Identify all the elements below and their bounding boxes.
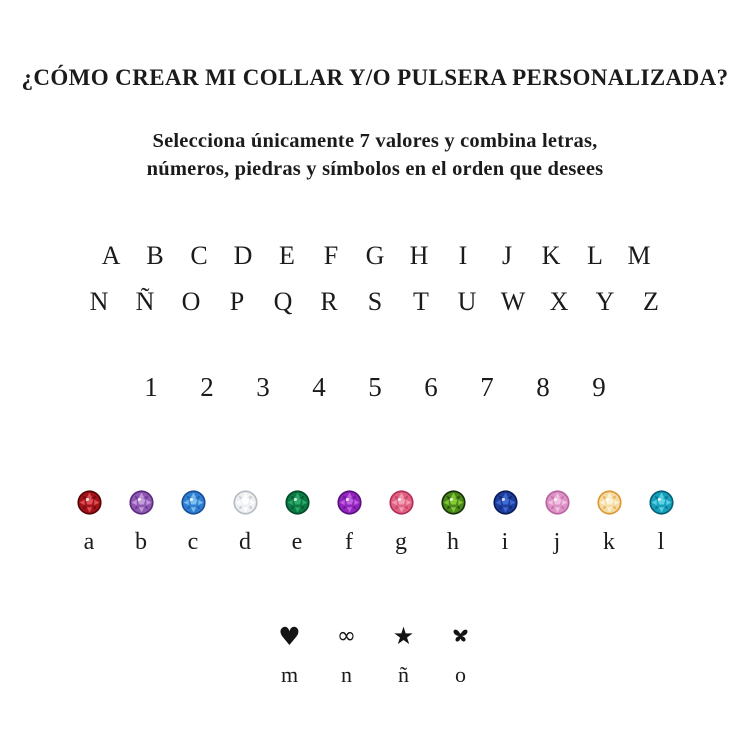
stone-label-k: k [603, 528, 615, 555]
symbol-label-o: o [455, 662, 466, 687]
stone-label-g: g [395, 528, 407, 555]
numbers-row [123, 370, 627, 404]
emerald-green-stone-icon [271, 489, 323, 515]
stone-label-b: b [135, 528, 147, 555]
letter-u: U [457, 286, 477, 316]
garnet-red-stone-icon [63, 489, 115, 515]
letter-r: R [320, 286, 338, 316]
stone-label-d: d [239, 528, 251, 555]
letter-i: I [458, 240, 468, 270]
stone-label-j: j [553, 528, 561, 555]
purple-amethyst-stone-icon [323, 489, 375, 515]
letter-y: Y [595, 286, 615, 316]
page-title: ¿CÓMO CREAR MI COLLAR Y/O PULSERA PERSONALIZADA? [21, 65, 729, 90]
symbol-labels-row [261, 661, 489, 689]
symbol-label-ñ: ñ [398, 662, 409, 687]
letter-w: W [500, 286, 526, 316]
letter-o: O [181, 286, 201, 316]
stones-row [63, 489, 687, 515]
letter-f: F [323, 240, 339, 270]
stone-label-e: e [291, 528, 303, 555]
stone-label-f: f [345, 528, 353, 555]
letter-a: A [101, 240, 121, 270]
letters-row-1 [89, 239, 661, 272]
letter-g: G [365, 240, 385, 270]
rose-pink-stone-icon [375, 489, 427, 515]
number-7: 7 [480, 371, 494, 402]
letter-d: D [233, 240, 253, 270]
number-3: 3 [256, 371, 270, 402]
sapphire-blue-stone-icon [479, 489, 531, 515]
butterfly-symbol-icon [432, 623, 489, 649]
clear-diamond-stone-icon [219, 489, 271, 515]
letter-z: Z [643, 286, 659, 316]
letter-c: C [190, 240, 208, 270]
heart-symbol-icon: ♥ [278, 621, 301, 651]
number-8: 8 [536, 371, 550, 402]
letter-k: K [541, 240, 561, 270]
champagne-citrine-stone-icon [583, 489, 635, 515]
letter-n: N [89, 286, 109, 316]
letter-e: E [279, 240, 295, 270]
stone-label-h: h [447, 528, 459, 555]
letter-ñ: Ñ [135, 286, 155, 316]
number-9: 9 [592, 371, 606, 402]
number-1: 1 [144, 371, 158, 402]
stone-label-c: c [187, 528, 199, 555]
letter-q: Q [273, 286, 293, 316]
subtitle-line-1: Selecciona únicamente 7 valores y combina letras, [152, 130, 598, 152]
blue-topaz-stone-icon [167, 489, 219, 515]
letter-p: P [229, 286, 245, 316]
letter-h: H [409, 240, 429, 270]
subtitle [147, 127, 604, 183]
number-2: 2 [200, 371, 214, 402]
letters-row-2 [76, 285, 674, 318]
pink-tourmaline-stone-icon [531, 489, 583, 515]
number-5: 5 [368, 371, 382, 402]
subtitle-line-2: números, piedras y símbolos en el orden que desees [146, 158, 604, 180]
letter-t: T [413, 286, 429, 316]
letter-j: J [501, 240, 513, 270]
number-4: 4 [312, 371, 326, 402]
letter-b: B [146, 240, 164, 270]
symbol-label-m: m [280, 662, 299, 687]
stone-label-l: l [657, 528, 665, 555]
letter-x: X [549, 286, 569, 316]
number-6: 6 [424, 371, 438, 402]
stone-label-i: i [501, 528, 509, 555]
stone-label-a: a [83, 528, 95, 555]
symbol-label-n: n [341, 662, 352, 687]
symbols-row [261, 623, 489, 649]
letter-s: S [367, 286, 383, 316]
infinity-symbol-icon: ∞ [336, 622, 357, 649]
stone-labels-row [63, 527, 687, 557]
dark-green-peridot-stone-icon [427, 489, 479, 515]
letter-m: M [627, 240, 651, 270]
light-amethyst-stone-icon [115, 489, 167, 515]
blue-zircon-teal-stone-icon [635, 489, 687, 515]
letter-l: L [587, 240, 603, 270]
star-symbol-icon: ★ [392, 622, 415, 650]
